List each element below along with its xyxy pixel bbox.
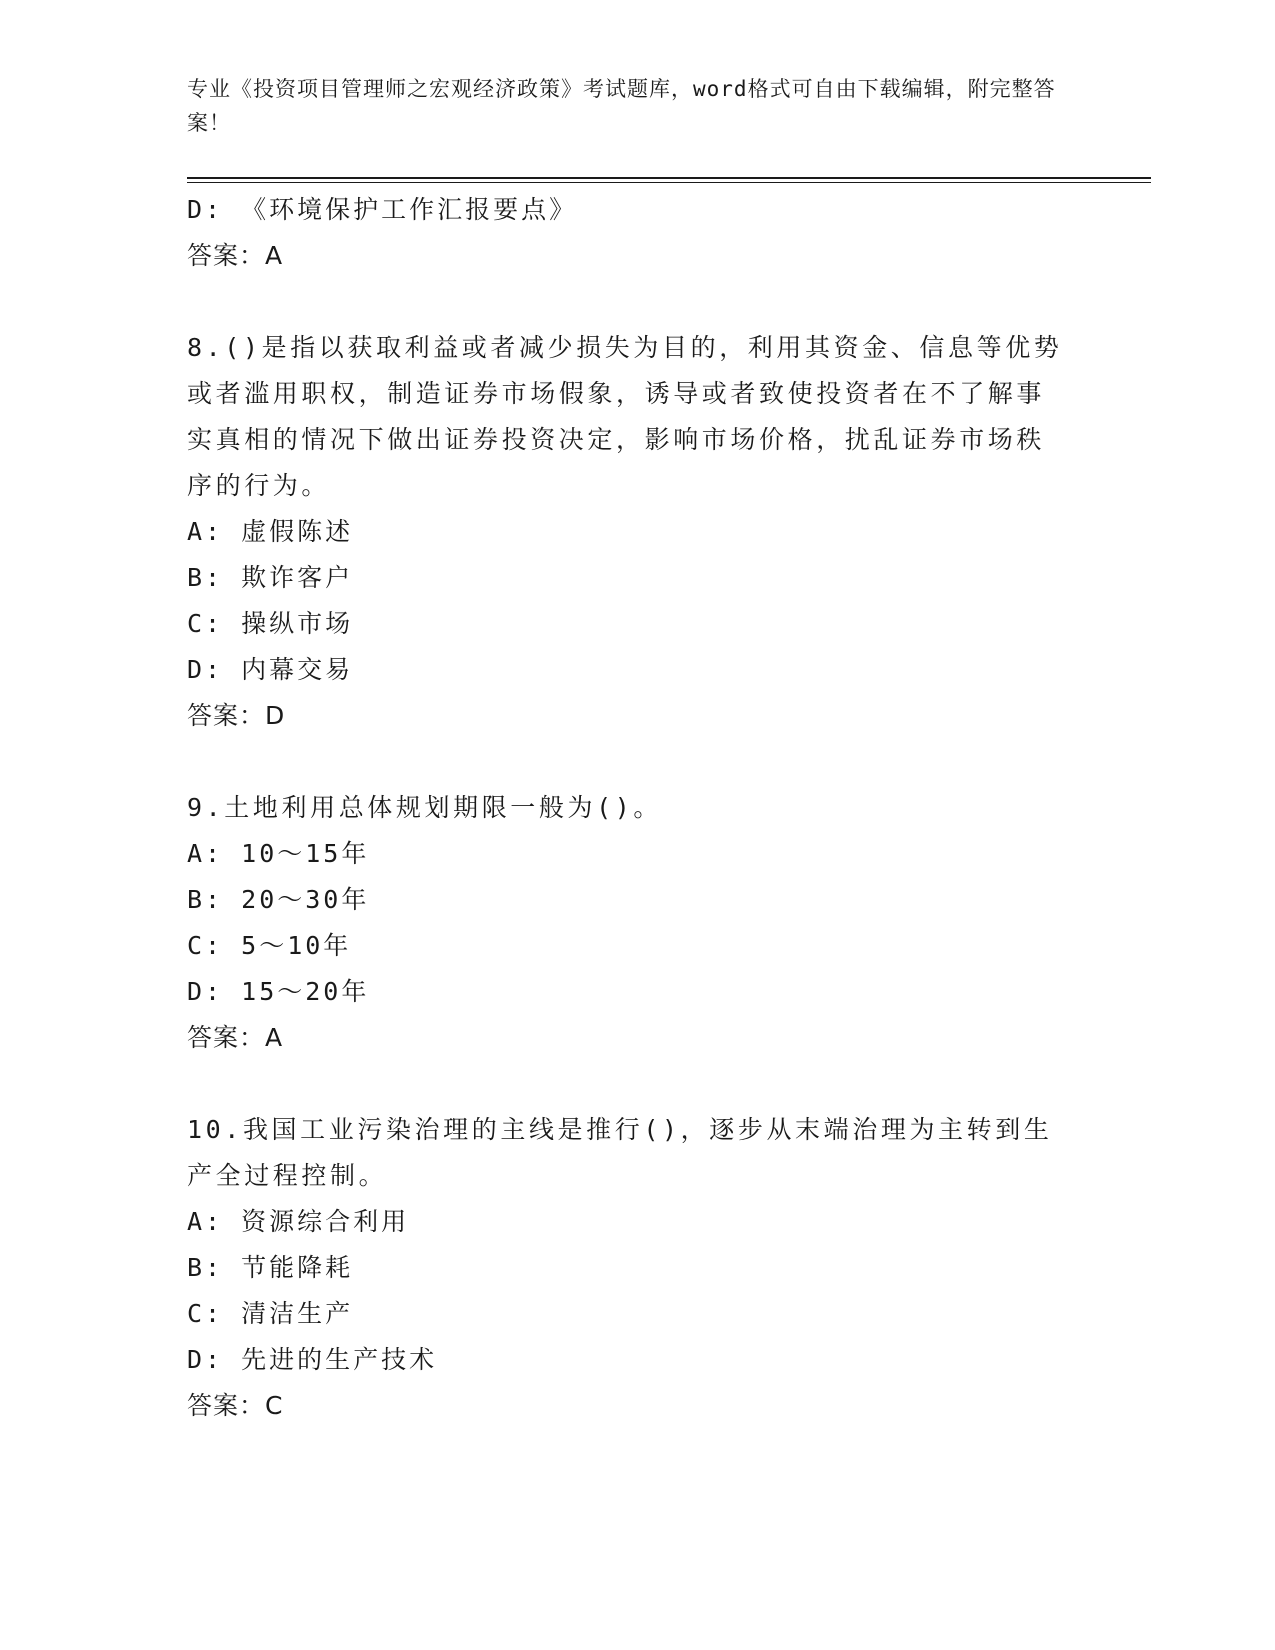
option-d: D: 内幕交易 xyxy=(187,655,354,684)
answer-line: 答案：A xyxy=(187,241,284,270)
option-a: A: 10～15年 xyxy=(187,839,370,868)
question-block-8 xyxy=(187,325,1087,739)
option-d: D: 15～20年 xyxy=(187,977,370,1006)
spacer xyxy=(187,739,1087,785)
answer-line: 答案：A xyxy=(187,1023,284,1052)
option-c: C: 操纵市场 xyxy=(187,609,354,638)
option-c: C: 清洁生产 xyxy=(187,1299,354,1328)
option-a: A: 资源综合利用 xyxy=(187,1207,410,1236)
answer-line: 答案：D xyxy=(187,701,286,730)
header-text: 专业《投资项目管理师之宏观经济政策》考试题库，word格式可自由下载编辑，附完整答案！ xyxy=(187,77,1056,135)
option-c: C: 5～10年 xyxy=(187,931,352,960)
spacer xyxy=(187,1061,1087,1107)
question-stem: 9.土地利用总体规划期限一般为()。 xyxy=(187,793,663,822)
spacer xyxy=(187,279,1087,325)
option-b: B: 节能降耗 xyxy=(187,1253,354,1282)
question-block-continued xyxy=(187,187,1087,279)
option-b: B: 20～30年 xyxy=(187,885,370,914)
answer-line: 答案：C xyxy=(187,1391,284,1420)
option-d: D: 《环境保护工作汇报要点》 xyxy=(187,195,578,224)
question-block-9 xyxy=(187,785,1087,1061)
option-d: D: 先进的生产技术 xyxy=(187,1345,438,1374)
header-divider-thin xyxy=(187,182,1151,183)
question-block-10 xyxy=(187,1107,1087,1429)
question-stem: 8.()是指以获取利益或者减少损失为目的，利用其资金、信息等优势或者滥用职权，制造证券市场假象，诱导或者致使投资者在不了解事实真相的情况下做出证券投资决定，影响市场价格，扰乱证券市场秩序的行为。 xyxy=(187,333,1063,500)
option-b: B: 欺诈客户 xyxy=(187,563,354,592)
header-divider-thick xyxy=(187,177,1151,179)
option-a: A: 虚假陈述 xyxy=(187,517,354,546)
question-list xyxy=(187,187,1087,1429)
question-stem: 10.我国工业污染治理的主线是推行()，逐步从末端治理为主转到生产全过程控制。 xyxy=(187,1115,1053,1190)
